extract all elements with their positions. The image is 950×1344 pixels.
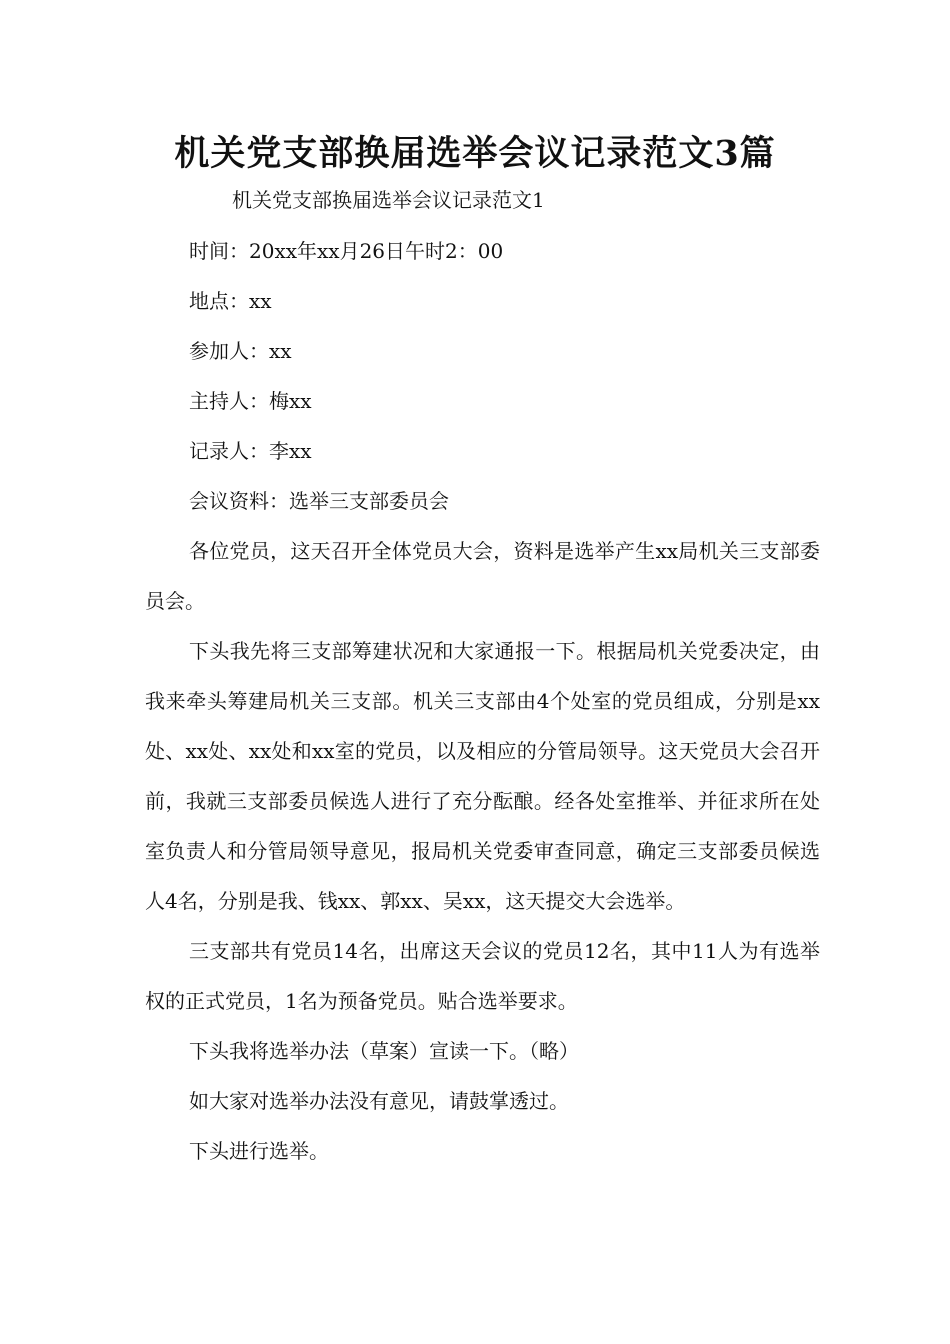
body-paragraph: 各位党员，这天召开全体党员大会，资料是选举产生xx局机关三支部委员会。 [145, 539, 820, 613]
meeting-location: 地点：xx [189, 289, 272, 313]
meeting-host: 主持人：梅xx [189, 389, 312, 413]
body-paragraph: 下头我先将三支部筹建状况和大家通报一下。根据局机关党委决定，由我来牵头筹建局机关三支部。机关三支部由4个处室的党员组成，分别是xx处、xx处、xx处和xx室的党员，以及相应的分管局领导。这天党员大会召开前，我就三支部委员候选人进行了充分酝酿。经各处室推举、并征求所在处室负责人和分管局领导意见，报局机关党委审查同意，确定三支部委员候选人4名，分别是我、钱xx、郭xx、吴xx，这天提交大会选举。 [145, 639, 820, 913]
body-paragraph: 如大家对选举办法没有意见，请鼓掌透过。 [189, 1089, 569, 1113]
meeting-topic: 会议资料：选举三支部委员会 [189, 489, 449, 513]
body-paragraph: 下头进行选举。 [189, 1139, 329, 1163]
meeting-recorder: 记录人：李xx [189, 439, 312, 463]
meeting-attendees: 参加人：xx [189, 339, 292, 363]
document-body [145, 226, 820, 1176]
body-paragraph: 三支部共有党员14名，出席这天会议的党员12名，其中11人为有选举权的正式党员，1名为预备党员。贴合选举要求。 [145, 939, 820, 1013]
document-subtitle: 机关党支部换届选举会议记录范文1 [232, 188, 545, 212]
document-title: 机关党支部换届选举会议记录范文3篇 [174, 133, 776, 174]
meeting-time: 时间：20xx年xx月26日午时2：00 [189, 239, 504, 263]
body-paragraph: 下头我将选举办法（草案）宣读一下。（略） [189, 1039, 579, 1063]
